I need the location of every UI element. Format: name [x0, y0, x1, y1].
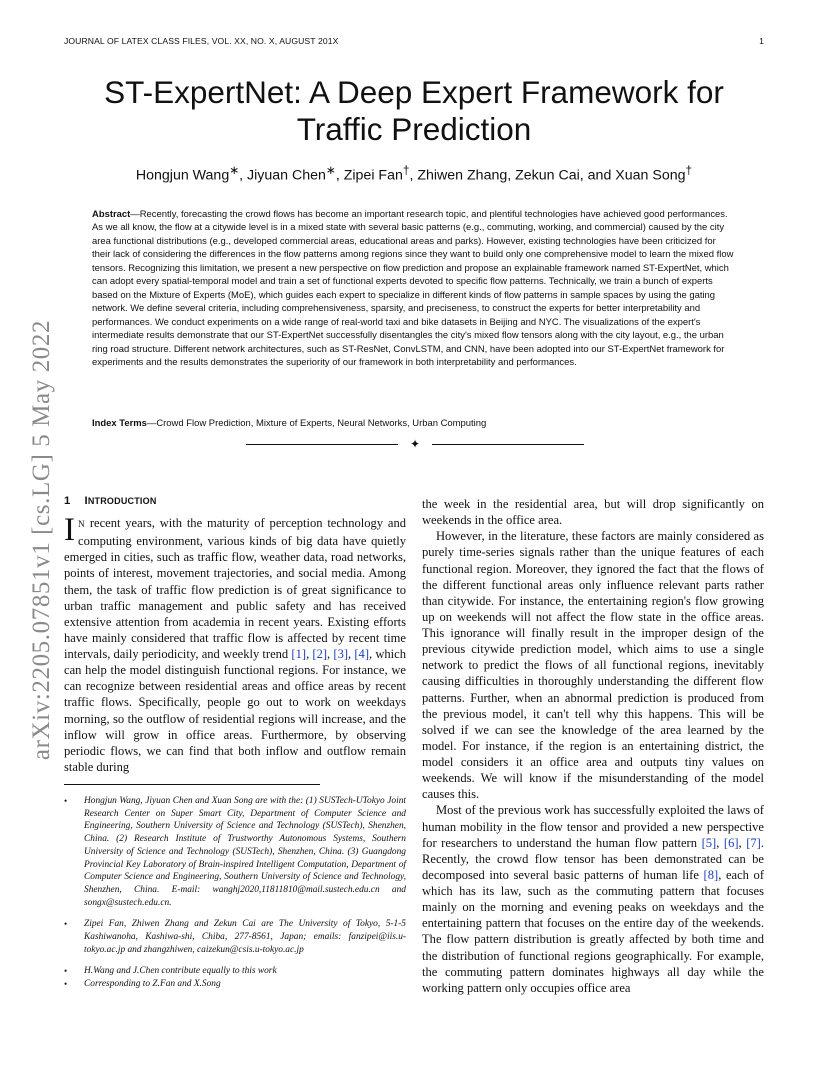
abstract-label: Abstract — [92, 209, 131, 220]
previous-work-text-b: . Recently, the crowd flow tensor has been demonstrated can be decomposed into several basic patterns of human life — [422, 835, 764, 882]
bullet-icon: • — [64, 979, 68, 990]
footnote-affiliation-2 — [64, 918, 406, 956]
last-author-mark: † — [685, 163, 693, 177]
paragraph-literature: However, in the literature, these factors are mainly considered as purely time-series signals rather than the unique features of each functional region. Moreover, they ignored the fact that the flows of the different functional areas only influence relevant parts rather than citywide. For instance, the entertaining region's flow growing up on weekends will not affect the flow state in the office areas. This ignorance will finally result in the improper design of the previous citywide prediction model, which aims to use a single network to predict the flows of all functional regions, inevitably causing difficulties in thoroughly understanding the different flow patterns. Further, when an abnormal prediction is produced from the previous model, it can't tell why this happens. This will be solved if we can see the knowledge of the area learned by the model. For instance, if the region is an entertaining district, the model considers it an office area and outputs tiny values on weekends. We will know if the misunderstanding of the model causes this. — [422, 529, 764, 802]
citation-separator: , — [327, 647, 334, 661]
citation-separator: , — [716, 835, 724, 850]
author-1: Hongjun Wang — [135, 167, 230, 184]
bullet-icon: • — [64, 966, 68, 977]
footnote-corresponding — [64, 978, 406, 991]
citation-8[interactable]: [8] — [703, 867, 719, 882]
citation-3[interactable]: [3] — [333, 647, 349, 661]
intro-text-b: , which can help the model distinguish functional regions. For instance, we can recognize between residential areas and office areas by recent traffic flows. Specifically, people go out to work on weekdays morning, so the outflow of residential regions will increase, and the inflow will grow in office areas. Furthermore, by observing periodic flows, we can find that both inflow and outflow remain stable during — [64, 647, 407, 774]
footnote-equal-contribution — [64, 965, 406, 978]
footnote-rule — [64, 784, 320, 785]
citation-5[interactable]: [5] — [701, 835, 717, 850]
section-title-rest: NTRODUCTION — [87, 496, 157, 506]
bullet-icon: • — [64, 796, 68, 806]
citation-separator: , — [738, 835, 747, 850]
arxiv-stamp — [22, 290, 62, 790]
author-3: Zipei Fan — [343, 167, 403, 184]
index-terms-label: Index Terms — [92, 418, 147, 429]
footnote-text: Hongjun Wang, Jiyuan Chen and Xuan Song are with the: (1) SUSTech-UTokyo Joint Research Center on Super Smart City, Department of Computer Science and Engineering, Southern University of Science and Technology (SUSTech), Shenzhen, China. (2) Research Institute of Trustworthy Autonomous Systems, Southern University of Science and Technology (SUSTech), Shenzhen, China. (3) Guangdong Provincial Key Laboratory of Brain-inspired Intelligent Computation, Department of Computer Science and Engineering, Southern University of Science and Technology, Shenzhen, China. E-mail: wanghj2020,11811810@mail.sustech.edu.cn and songx@sustech.edu.cn. — [84, 796, 406, 908]
right-column — [422, 496, 764, 996]
author-2: Jiyuan Chen — [247, 167, 326, 184]
footnote-affiliation-1 — [64, 795, 406, 909]
index-terms-text: —Crowd Flow Prediction, Mixture of Experts, Neural Networks, Urban Computing — [146, 418, 487, 429]
divider-star-icon: ✦ — [409, 437, 421, 451]
divider-line-left — [246, 444, 398, 445]
previous-work-text-a: Most of the previous work has successfully exploited the laws of human mobility in the flow tensor and provided a new perspective for researchers to understand the human flow pattern — [422, 803, 764, 850]
section-number: 1 — [64, 495, 71, 507]
small-caps-lead: N — [78, 520, 86, 530]
divider-line-right — [432, 444, 584, 445]
previous-work-text-c: , each of which has its law, such as the commuting pattern that focuses mainly on the morning and evening peaks on weekdays and the entertaining pattern that focuses on the entire day of the weekends. The flow pattern distribution is greatly affected by both time and the distribution of functional regions geographically. For example, the commuting pattern dominates highways all day while the working pattern only occupies office area — [422, 867, 764, 995]
citation-6[interactable]: [6] — [723, 835, 739, 850]
running-header — [64, 36, 764, 46]
title-line-1: ST-ExpertNet: A Deep Expert Framework for — [104, 74, 724, 110]
citation-2[interactable]: [2] — [312, 647, 328, 661]
citation-separator: , — [306, 647, 313, 661]
intro-paragraph-1 — [64, 512, 407, 775]
index-terms — [92, 418, 736, 429]
author-1-mark: ∗ — [229, 163, 240, 177]
footnote-text: Corresponding to Z.Fan and X.Song — [84, 979, 221, 990]
footnote-text: H.Wang and J.Chen contribute equally to this work — [84, 966, 277, 977]
section-heading — [64, 495, 157, 507]
left-column — [64, 512, 407, 775]
abstract-text: —Recently, forecasting the crowd flows has become an important research topic, and plentiful technologies have achieved good performances. As we all know, the flow at a citywide level is in a mixed state with several basic patterns (e.g., commuting, working, and commercial) caused by the city area functional distributions (e.g., developed commercial areas, educational areas and parks). However, existing technologies have been criticized for their lack of considering the differences in the flow patterns among regions since they want to build only one comprehensive model to learn the mixed flow tensors. Recognizing this limitation, we present a new perspective on flow prediction and propose an explainable framework named ST-ExpertNet, which can adopt every spatial-temporal model and train a set of functional experts devoted to specific flow patterns. Technically, we train a bunch of experts based on the Mixture of Experts (MoE), which guides each expert to specialize in different kinds of flow patterns in sample spaces by using the gating network. We define several criteria, including comprehensiveness, sparsity, and preciseness, to construct the experts for better interpretability and performances. We conduct experiments on a wide range of real-world taxi and bike datasets in Beijing and NYC. The visualizations of the expert's intermediate results demonstrate that our ST-ExpertNet successfully disentangles the city's mixed flow tensors along with the city layout, e.g., the urban ring road structure. Different network architectures, such as ST-ResNet, ConvLSTM, and CNN, have been adopted into our ST-ExpertNet framework for experiments and the results demonstrates the superiority of our framework in both interpretability and performances. — [92, 209, 734, 368]
section-divider — [246, 437, 584, 451]
abstract — [92, 208, 736, 369]
citation-4[interactable]: [4] — [354, 647, 370, 661]
author-2-mark: ∗ — [325, 163, 336, 177]
intro-text-a: recent years, with the maturity of perception technology and computing environment, various kinds of big data have quietly emerged in cities, such as traffic flow, weather data, road networks, points of interest, movement trajectories, and social media. Among them, the task of traffic flow prediction is of great significance to urban traffic management and public safety and has received extensive attention from academia in recent years. Existing efforts have mainly considered that traffic flow is affected by recent time intervals, daily periodicity, and weekly trend — [64, 516, 406, 661]
arxiv-identifier: arXiv:2205.07851v1 [cs.LG] 5 May 2022 — [28, 319, 55, 761]
citation-separator: , — [348, 647, 355, 661]
author-list: Hongjun Wang∗, Jiyuan Chen∗, Zipei Fan†, Zhiwen Zhang, Zekun Cai, and Xuan Song† — [135, 163, 693, 184]
drop-cap: I — [64, 512, 75, 548]
bullet-icon: • — [64, 919, 68, 930]
author-3-mark: † — [402, 163, 410, 177]
page-number: 1 — [759, 36, 764, 46]
citation-1[interactable]: [1] — [291, 647, 307, 661]
continued-paragraph: the week in the residential area, but will drop significantly on weekends in the office area. — [422, 497, 764, 528]
paper-title — [64, 74, 764, 148]
title-line-2: Traffic Prediction — [296, 111, 532, 147]
journal-name: JOURNAL OF LATEX CLASS FILES, VOL. XX, NO. X, AUGUST 201X — [64, 36, 339, 46]
footnotes — [64, 795, 406, 991]
section-title-initial: I — [84, 495, 88, 507]
footnote-text: Zipei Fan, Zhiwen Zhang and Zekun Cai are The University of Tokyo, 5-1-5 Kashiwanoha, Kashiwa-shi, Chiba, 277-8561, Japan; emails: fanzipei@iis.u-tokyo.ac.jp and zhangzhiwen, caizekun@csis.u-tokyo.ac.jp — [84, 919, 406, 955]
paragraph-previous-work — [422, 802, 764, 996]
other-authors: , Zhiwen Zhang, Zekun Cai, and Xuan Song — [409, 167, 686, 184]
citation-7[interactable]: [7] — [746, 835, 761, 850]
